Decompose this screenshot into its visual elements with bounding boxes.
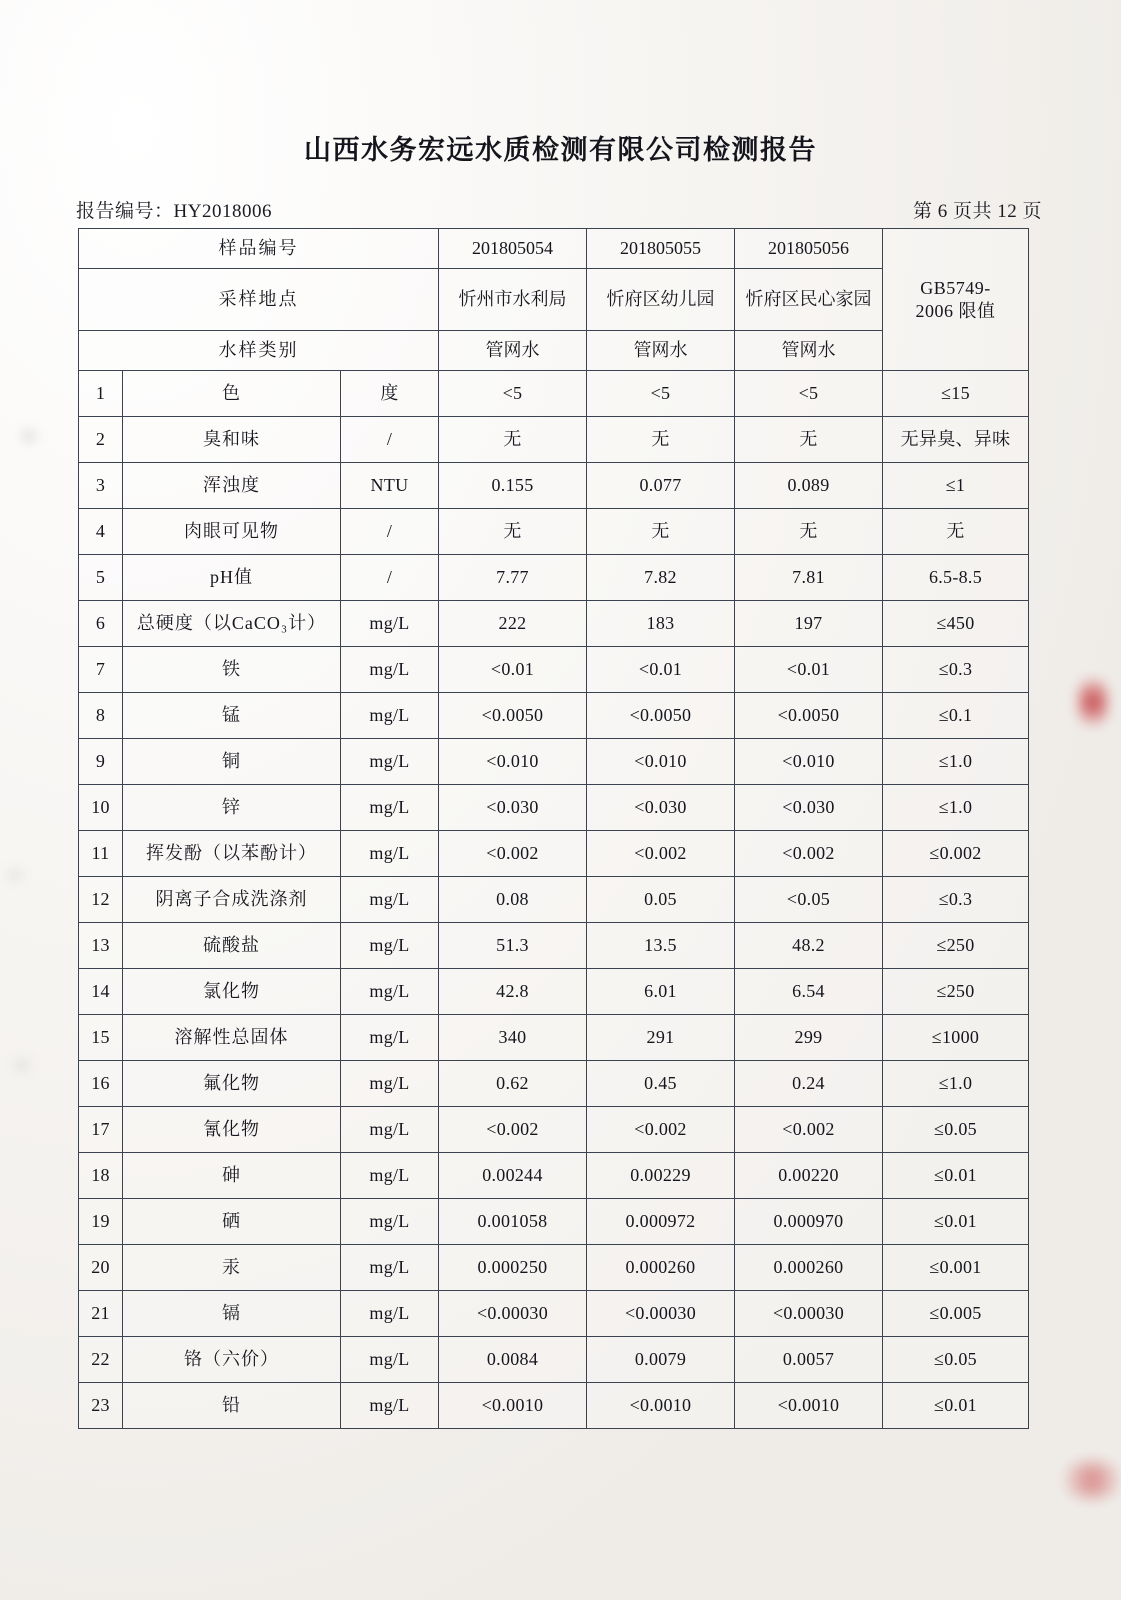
page-title: 山西水务宏远水质检测有限公司检测报告 <box>304 135 817 165</box>
limit-standard-header <box>883 229 1029 371</box>
value-sample-1: <0.0050 <box>439 693 587 739</box>
value-sample-3: 0.000260 <box>735 1245 883 1291</box>
value-sample-1: 0.0084 <box>439 1337 587 1383</box>
value-sample-3: <0.002 <box>735 1107 883 1153</box>
limit-value: ≤0.005 <box>883 1291 1029 1337</box>
water-type-2: 管网水 <box>587 331 735 371</box>
value-sample-2: <0.00030 <box>587 1291 735 1337</box>
row-index: 7 <box>79 647 123 693</box>
value-sample-2: 0.00229 <box>587 1153 735 1199</box>
value-sample-2: <0.002 <box>587 1107 735 1153</box>
value-sample-2: 0.077 <box>587 463 735 509</box>
table-row <box>79 969 1029 1015</box>
parameter-unit: mg/L <box>341 739 439 785</box>
parameter-name: 肉眼可见物 <box>123 509 341 555</box>
value-sample-3: 7.81 <box>735 555 883 601</box>
table-row <box>79 647 1029 693</box>
parameter-unit: mg/L <box>341 1291 439 1337</box>
parameter-name: 铁 <box>123 647 341 693</box>
row-index: 14 <box>79 969 123 1015</box>
limit-value: ≤0.05 <box>883 1337 1029 1383</box>
limit-value: 无 <box>883 509 1029 555</box>
table-row <box>79 509 1029 555</box>
limit-value: ≤1 <box>883 463 1029 509</box>
value-sample-1: 7.77 <box>439 555 587 601</box>
value-sample-3: 48.2 <box>735 923 883 969</box>
parameter-name: 锌 <box>123 785 341 831</box>
value-sample-2: 无 <box>587 509 735 555</box>
parameter-name: 锰 <box>123 693 341 739</box>
row-index: 20 <box>79 1245 123 1291</box>
row-index: 19 <box>79 1199 123 1245</box>
table-row <box>79 693 1029 739</box>
value-sample-1: <0.002 <box>439 1107 587 1153</box>
value-sample-3: 0.24 <box>735 1061 883 1107</box>
parameter-unit: mg/L <box>341 831 439 877</box>
value-sample-1: <0.00030 <box>439 1291 587 1337</box>
value-sample-3: <0.01 <box>735 647 883 693</box>
value-sample-2: 7.82 <box>587 555 735 601</box>
limit-value: ≤250 <box>883 923 1029 969</box>
value-sample-2: <0.002 <box>587 831 735 877</box>
table-row <box>79 1291 1029 1337</box>
row-index: 13 <box>79 923 123 969</box>
limit-value: ≤1.0 <box>883 785 1029 831</box>
sample-no-1: 201805054 <box>439 229 587 269</box>
limit-value: 6.5-8.5 <box>883 555 1029 601</box>
value-sample-1: 51.3 <box>439 923 587 969</box>
limit-value: ≤0.3 <box>883 877 1029 923</box>
table-row <box>79 877 1029 923</box>
table-row <box>79 831 1029 877</box>
row-index: 10 <box>79 785 123 831</box>
parameter-unit: mg/L <box>341 877 439 923</box>
table-row <box>79 1015 1029 1061</box>
parameter-unit: mg/L <box>341 647 439 693</box>
parameter-name: 铅 <box>123 1383 341 1429</box>
parameter-unit: mg/L <box>341 1015 439 1061</box>
value-sample-2: 0.45 <box>587 1061 735 1107</box>
parameter-name: 铬（六价） <box>123 1337 341 1383</box>
value-sample-1: 42.8 <box>439 969 587 1015</box>
value-sample-2: <5 <box>587 371 735 417</box>
parameter-unit: mg/L <box>341 1199 439 1245</box>
limit-value: ≤1000 <box>883 1015 1029 1061</box>
value-sample-3: <5 <box>735 371 883 417</box>
parameter-name: 铜 <box>123 739 341 785</box>
parameter-unit: mg/L <box>341 1107 439 1153</box>
table-row <box>79 1199 1029 1245</box>
row-index: 1 <box>79 371 123 417</box>
parameter-unit: mg/L <box>341 923 439 969</box>
sample-site-1: 忻州市水利局 <box>439 269 587 331</box>
sample-no-3: 201805056 <box>735 229 883 269</box>
value-sample-3: 0.000970 <box>735 1199 883 1245</box>
limit-value: ≤0.3 <box>883 647 1029 693</box>
parameter-unit: NTU <box>341 463 439 509</box>
value-sample-1: 0.001058 <box>439 1199 587 1245</box>
parameter-unit: mg/L <box>341 1061 439 1107</box>
parameter-name: 汞 <box>123 1245 341 1291</box>
value-sample-3: <0.0010 <box>735 1383 883 1429</box>
row-index: 3 <box>79 463 123 509</box>
parameter-unit: mg/L <box>341 785 439 831</box>
parameter-unit: / <box>341 555 439 601</box>
table-row <box>79 463 1029 509</box>
limit-value: ≤0.002 <box>883 831 1029 877</box>
row-index: 2 <box>79 417 123 463</box>
value-sample-1: 0.00244 <box>439 1153 587 1199</box>
table-row <box>79 1383 1029 1429</box>
table-row <box>79 555 1029 601</box>
parameter-name: 砷 <box>123 1153 341 1199</box>
parameter-unit: mg/L <box>341 1153 439 1199</box>
value-sample-1: 0.62 <box>439 1061 587 1107</box>
table-row <box>79 371 1029 417</box>
parameter-name: 挥发酚（以苯酚计） <box>123 831 341 877</box>
sample-site-2: 忻府区幼儿园 <box>587 269 735 331</box>
value-sample-2: 0.0079 <box>587 1337 735 1383</box>
value-sample-2: 183 <box>587 601 735 647</box>
value-sample-1: 无 <box>439 509 587 555</box>
limit-value: ≤0.1 <box>883 693 1029 739</box>
water-type-1: 管网水 <box>439 331 587 371</box>
water-quality-table <box>78 228 1029 1429</box>
parameter-unit: mg/L <box>341 693 439 739</box>
value-sample-1: <0.030 <box>439 785 587 831</box>
parameter-unit: mg/L <box>341 1337 439 1383</box>
value-sample-2: <0.0010 <box>587 1383 735 1429</box>
value-sample-2: 无 <box>587 417 735 463</box>
report-number: 报告编号：HY2018006 <box>76 201 272 222</box>
parameter-name: 阴离子合成洗涤剂 <box>123 877 341 923</box>
value-sample-3: 299 <box>735 1015 883 1061</box>
table-row <box>79 417 1029 463</box>
parameter-unit: mg/L <box>341 1383 439 1429</box>
value-sample-3: <0.0050 <box>735 693 883 739</box>
page-number: 第 6 页共 12 页 <box>912 201 1042 222</box>
value-sample-3: 6.54 <box>735 969 883 1015</box>
parameter-unit: / <box>341 417 439 463</box>
value-sample-1: <0.01 <box>439 647 587 693</box>
value-sample-2: <0.01 <box>587 647 735 693</box>
value-sample-1: 0.000250 <box>439 1245 587 1291</box>
value-sample-3: 无 <box>735 417 883 463</box>
value-sample-3: 0.00220 <box>735 1153 883 1199</box>
parameter-name: 臭和味 <box>123 417 341 463</box>
parameter-name: 氯化物 <box>123 969 341 1015</box>
value-sample-3: <0.00030 <box>735 1291 883 1337</box>
table-row <box>79 785 1029 831</box>
value-sample-1: 无 <box>439 417 587 463</box>
report-meta <box>76 196 1042 223</box>
value-sample-3: 197 <box>735 601 883 647</box>
value-sample-2: 0.05 <box>587 877 735 923</box>
parameter-unit: mg/L <box>341 1245 439 1291</box>
row-index: 5 <box>79 555 123 601</box>
row-index: 18 <box>79 1153 123 1199</box>
parameter-unit: / <box>341 509 439 555</box>
row-index: 22 <box>79 1337 123 1383</box>
value-sample-1: 0.155 <box>439 463 587 509</box>
row-index: 6 <box>79 601 123 647</box>
parameter-name: pH值 <box>123 555 341 601</box>
row-index: 8 <box>79 693 123 739</box>
water-type-3: 管网水 <box>735 331 883 371</box>
table-row <box>79 1107 1029 1153</box>
limit-value: ≤250 <box>883 969 1029 1015</box>
parameter-unit: 度 <box>341 371 439 417</box>
row-index: 12 <box>79 877 123 923</box>
parameter-unit: mg/L <box>341 601 439 647</box>
table-row <box>79 739 1029 785</box>
row-index: 4 <box>79 509 123 555</box>
parameter-name: 氟化物 <box>123 1061 341 1107</box>
limit-value: ≤1.0 <box>883 1061 1029 1107</box>
value-sample-3: <0.010 <box>735 739 883 785</box>
row-index: 11 <box>79 831 123 877</box>
limit-value: ≤0.01 <box>883 1199 1029 1245</box>
parameter-name: 色 <box>123 371 341 417</box>
limit-value: ≤0.05 <box>883 1107 1029 1153</box>
table-row <box>79 923 1029 969</box>
table-row <box>79 1153 1029 1199</box>
row-index: 9 <box>79 739 123 785</box>
limit-value: ≤15 <box>883 371 1029 417</box>
value-sample-3: <0.05 <box>735 877 883 923</box>
limit-value: ≤1.0 <box>883 739 1029 785</box>
row-index: 15 <box>79 1015 123 1061</box>
value-sample-1: <0.010 <box>439 739 587 785</box>
table-row <box>79 1337 1029 1383</box>
value-sample-2: 0.000260 <box>587 1245 735 1291</box>
value-sample-2: 0.000972 <box>587 1199 735 1245</box>
value-sample-1: <0.0010 <box>439 1383 587 1429</box>
limit-value: ≤0.001 <box>883 1245 1029 1291</box>
header-label-sample-site: 采样地点 <box>79 269 439 331</box>
row-index: 23 <box>79 1383 123 1429</box>
value-sample-2: 13.5 <box>587 923 735 969</box>
limit-value: ≤0.01 <box>883 1383 1029 1429</box>
value-sample-1: 222 <box>439 601 587 647</box>
parameter-name: 硒 <box>123 1199 341 1245</box>
table-row <box>79 601 1029 647</box>
row-index: 17 <box>79 1107 123 1153</box>
value-sample-1: 0.08 <box>439 877 587 923</box>
value-sample-2: <0.0050 <box>587 693 735 739</box>
value-sample-1: 340 <box>439 1015 587 1061</box>
limit-standard-line2: 2006 限值 <box>915 300 996 321</box>
value-sample-3: 0.0057 <box>735 1337 883 1383</box>
value-sample-3: 0.089 <box>735 463 883 509</box>
sample-site-3: 忻府区民心家园 <box>735 269 883 331</box>
value-sample-2: <0.030 <box>587 785 735 831</box>
parameter-unit: mg/L <box>341 969 439 1015</box>
row-index: 16 <box>79 1061 123 1107</box>
limit-standard-line1: GB5749- <box>920 278 991 298</box>
parameter-name: 总硬度（以CaCO₃计） <box>123 601 341 647</box>
parameter-name: 溶解性总固体 <box>123 1015 341 1061</box>
value-sample-2: <0.010 <box>587 739 735 785</box>
limit-value: 无异臭、异味 <box>883 417 1029 463</box>
value-sample-1: <0.002 <box>439 831 587 877</box>
parameter-name: 镉 <box>123 1291 341 1337</box>
value-sample-2: 6.01 <box>587 969 735 1015</box>
table-row <box>79 1245 1029 1291</box>
value-sample-3: <0.002 <box>735 831 883 877</box>
value-sample-3: <0.030 <box>735 785 883 831</box>
limit-value: ≤450 <box>883 601 1029 647</box>
limit-value: ≤0.01 <box>883 1153 1029 1199</box>
value-sample-1: <5 <box>439 371 587 417</box>
table-header-sample-no <box>79 229 1029 269</box>
parameter-name: 氰化物 <box>123 1107 341 1153</box>
parameter-name: 硫酸盐 <box>123 923 341 969</box>
value-sample-3: 无 <box>735 509 883 555</box>
row-index: 21 <box>79 1291 123 1337</box>
sample-no-2: 201805055 <box>587 229 735 269</box>
parameter-name: 浑浊度 <box>123 463 341 509</box>
header-label-sample-no: 样品编号 <box>79 229 439 269</box>
table-row <box>79 1061 1029 1107</box>
header-label-water-type: 水样类别 <box>79 331 439 371</box>
value-sample-2: 291 <box>587 1015 735 1061</box>
